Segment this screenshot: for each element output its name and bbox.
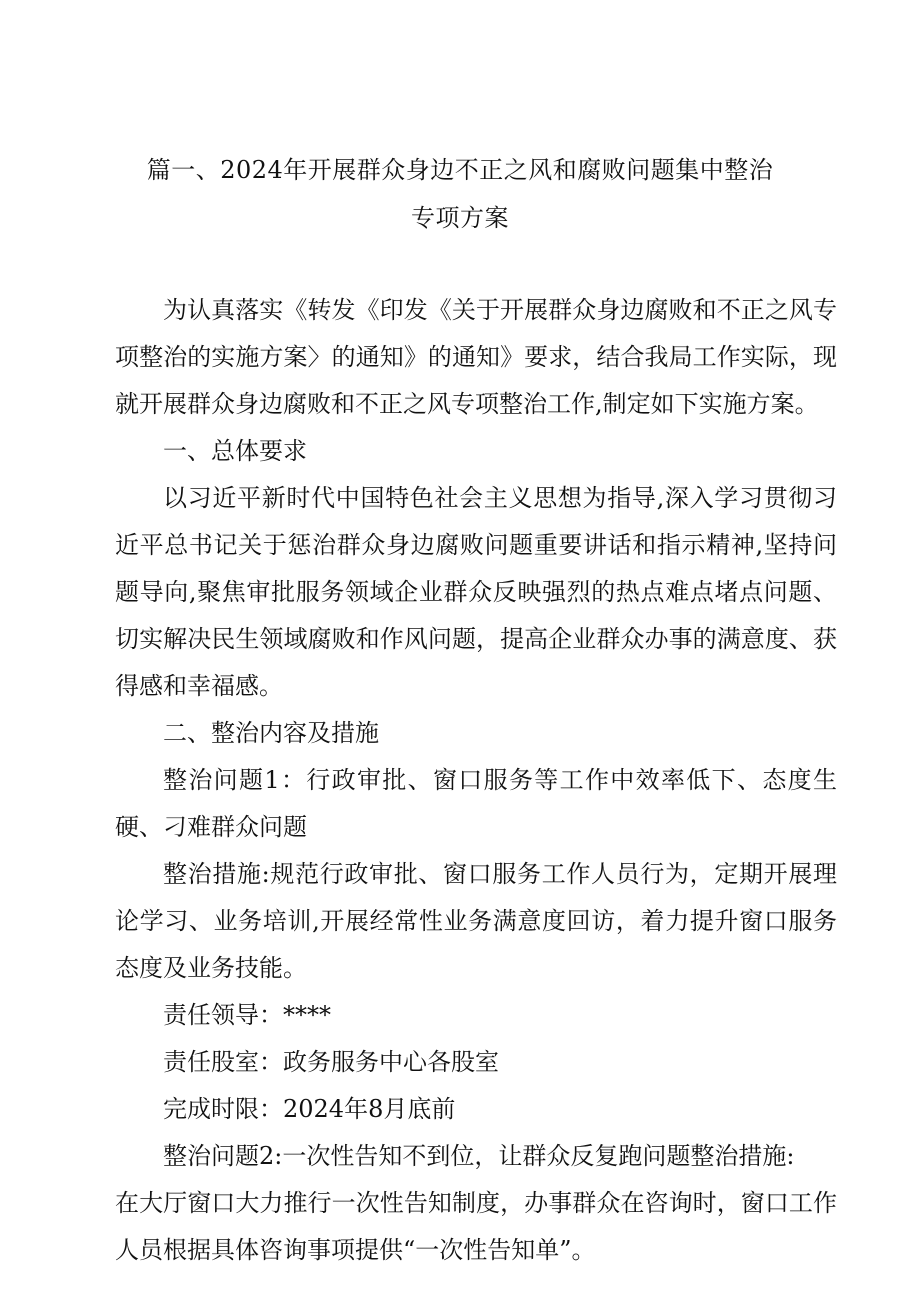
- measure-1-paragraph: 整治措施:规范行政审批、窗口服务工作人员行为，定期开展理论学习、业务培训,开展经常性业务满意度回访，着力提升窗口服务态度及业务技能。: [115, 860, 837, 982]
- responsible-leader: 责任领导：****: [163, 1001, 331, 1029]
- section-heading-general-requirements: 一、总体要求: [163, 437, 307, 465]
- measure-2-paragraph: 在大厅窗口大力推行一次性告知制度，办事群众在咨询时，窗口工作人员根据具体咨询事项提供“一次性告知单”。: [115, 1189, 837, 1264]
- issue-1-paragraph: 整治问题1：行政审批、窗口服务等工作中效率低下、态度生硬、刁难群众问题: [115, 766, 837, 841]
- document-body: [115, 287, 837, 1274]
- document-title-line1: 篇一、2024年开展群众身边不正之风和腐败问题集中整治: [146, 156, 774, 184]
- responsible-office: 责任股室：政务服务中心各股室: [163, 1048, 499, 1076]
- issue-2-paragraph: 整治问题2:一次性告知不到位，让群众反复跑问题整治措施:: [163, 1142, 795, 1170]
- deadline: 完成时限：2024年8月底前: [163, 1095, 456, 1123]
- intro-paragraph: 为认真落实《转发《印发《关于开展群众身边腐败和不正之风专项整治的实施方案〉的通知》的通知》要求，结合我局工作实际，现就开展群众身边腐败和不正之风专项整治工作,制定如下实施方案。: [115, 296, 837, 418]
- document-title-line2: 专项方案: [411, 204, 509, 232]
- section-heading-content-measures: 二、整治内容及措施: [163, 719, 379, 747]
- general-requirements-paragraph: 以习近平新时代中国特色社会主义思想为指导,深入学习贯彻习近平总书记关于惩治群众身边腐败问题重要讲话和指示精神,坚持问题导向,聚焦审批服务领域企业群众反映强烈的热点难点堵点问题、切实解决民生领域腐败和作风问题，提高企业群众办事的满意度、获得感和幸福感。: [115, 484, 837, 700]
